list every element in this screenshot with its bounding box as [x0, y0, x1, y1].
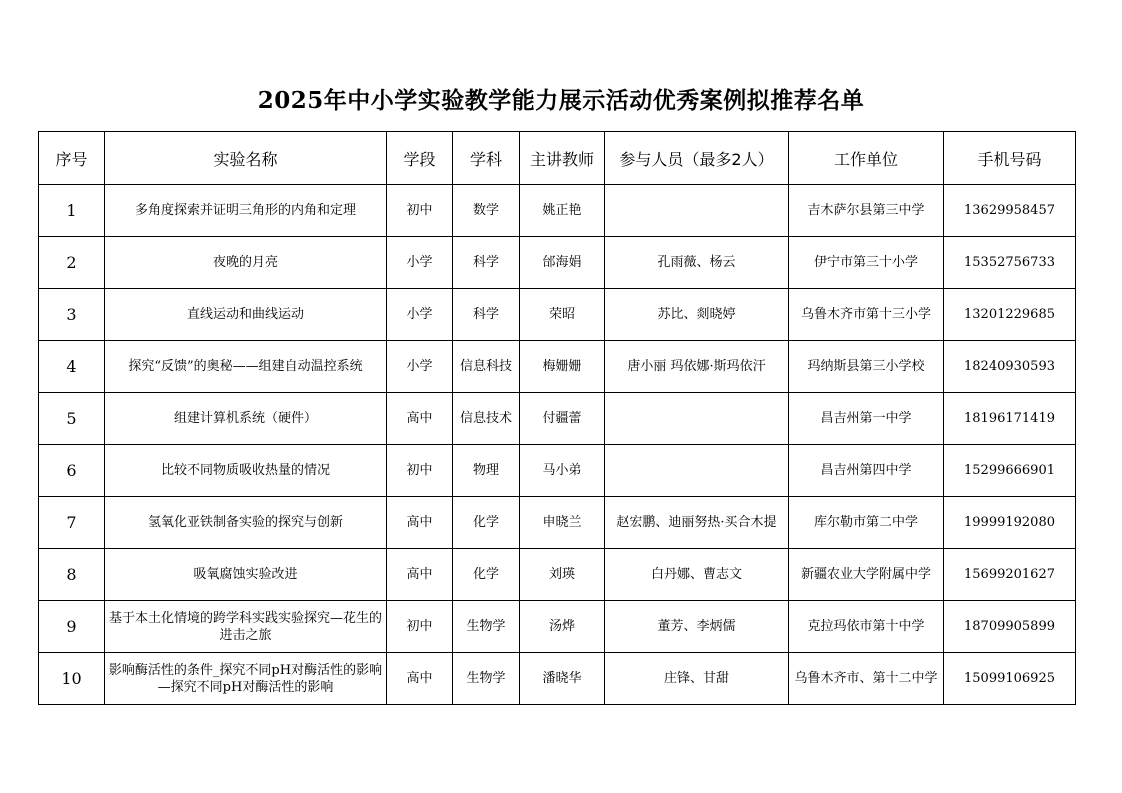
- cell-work-unit: 克拉玛依市第十中学: [789, 601, 944, 653]
- cell-school-level: 初中: [387, 445, 453, 497]
- cell-school-level: 初中: [387, 185, 453, 237]
- table-row: [39, 445, 1076, 497]
- page-title: 2025年中小学实验教学能力展示活动优秀案例拟推荐名单: [257, 87, 865, 114]
- cell-participants: 苏比、剡晓婷: [605, 289, 789, 341]
- cell-lead-teacher: 姚正艳: [520, 185, 605, 237]
- cell-index: 4: [39, 341, 105, 393]
- cell-phone: 13201229685: [944, 289, 1076, 341]
- cell-index: 7: [39, 497, 105, 549]
- cell-participants: 赵宏鹏、迪丽努热·买合木提: [605, 497, 789, 549]
- cell-school-level: 高中: [387, 497, 453, 549]
- cell-subject: 科学: [453, 237, 520, 289]
- cell-index: 8: [39, 549, 105, 601]
- cell-experiment-name: 组建计算机系统（硬件）: [105, 393, 387, 445]
- cell-lead-teacher: 汤烨: [520, 601, 605, 653]
- cell-work-unit: 玛纳斯县第三小学校: [789, 341, 944, 393]
- cell-lead-teacher: 马小弟: [520, 445, 605, 497]
- cell-index: 1: [39, 185, 105, 237]
- header-experiment-name: 实验名称: [105, 132, 387, 185]
- cell-phone: 19999192080: [944, 497, 1076, 549]
- cell-phone: 13629958457: [944, 185, 1076, 237]
- cell-phone: 15099106925: [944, 653, 1076, 705]
- table-row: [39, 341, 1076, 393]
- cell-work-unit: 昌吉州第一中学: [789, 393, 944, 445]
- cell-lead-teacher: 申晓兰: [520, 497, 605, 549]
- cell-work-unit: 吉木萨尔县第三中学: [789, 185, 944, 237]
- table-row: [39, 549, 1076, 601]
- cell-experiment-name: 直线运动和曲线运动: [105, 289, 387, 341]
- cell-phone: 18709905899: [944, 601, 1076, 653]
- cell-work-unit: 乌鲁木齐市第十三小学: [789, 289, 944, 341]
- table-row: [39, 497, 1076, 549]
- cell-experiment-name: 比较不同物质吸收热量的情况: [105, 445, 387, 497]
- header-subject: 学科: [453, 132, 520, 185]
- recommendation-table: [38, 131, 1076, 705]
- table-row: [39, 393, 1076, 445]
- cell-phone: 18240930593: [944, 341, 1076, 393]
- header-lead-teacher: 主讲教师: [520, 132, 605, 185]
- cell-school-level: 初中: [387, 601, 453, 653]
- cell-work-unit: 库尔勒市第二中学: [789, 497, 944, 549]
- table-row: [39, 653, 1076, 705]
- header-participants: 参与人员（最多2人）: [605, 132, 789, 185]
- cell-subject: 科学: [453, 289, 520, 341]
- cell-experiment-name: 影响酶活性的条件_探究不同pH对酶活性的影响 —探究不同pH对酶活性的影响: [105, 653, 387, 705]
- header-work-unit: 工作单位: [789, 132, 944, 185]
- cell-lead-teacher: 邰海娟: [520, 237, 605, 289]
- cell-index: 6: [39, 445, 105, 497]
- table-row: [39, 601, 1076, 653]
- cell-index: 9: [39, 601, 105, 653]
- cell-participants: [605, 393, 789, 445]
- table-row: [39, 237, 1076, 289]
- cell-work-unit: 新疆农业大学附属中学: [789, 549, 944, 601]
- cell-experiment-name: 吸氧腐蚀实验改进: [105, 549, 387, 601]
- table-body: [39, 185, 1076, 705]
- header-index: 序号: [39, 132, 105, 185]
- cell-work-unit: 伊宁市第三十小学: [789, 237, 944, 289]
- cell-subject: 生物学: [453, 653, 520, 705]
- cell-lead-teacher: 潘晓华: [520, 653, 605, 705]
- cell-school-level: 小学: [387, 289, 453, 341]
- cell-phone: 15299666901: [944, 445, 1076, 497]
- cell-lead-teacher: 梅姗姗: [520, 341, 605, 393]
- cell-experiment-name: 探究“反馈”的奥秘——组建自动温控系统: [105, 341, 387, 393]
- cell-lead-teacher: 刘瑛: [520, 549, 605, 601]
- cell-subject: 信息科技: [453, 341, 520, 393]
- cell-index: 2: [39, 237, 105, 289]
- cell-school-level: 小学: [387, 341, 453, 393]
- cell-phone: 18196171419: [944, 393, 1076, 445]
- cell-subject: 化学: [453, 549, 520, 601]
- cell-school-level: 小学: [387, 237, 453, 289]
- cell-experiment-name: 夜晚的月亮: [105, 237, 387, 289]
- cell-participants: 董芳、李炳儒: [605, 601, 789, 653]
- cell-school-level: 高中: [387, 549, 453, 601]
- cell-participants: 白丹娜、曹志文: [605, 549, 789, 601]
- table-header-row: [39, 132, 1076, 185]
- cell-participants: [605, 445, 789, 497]
- table-row: [39, 185, 1076, 237]
- cell-subject: 生物学: [453, 601, 520, 653]
- cell-index: 3: [39, 289, 105, 341]
- cell-phone: 15352756733: [944, 237, 1076, 289]
- cell-index: 10: [39, 653, 105, 705]
- cell-participants: 庄锋、甘甜: [605, 653, 789, 705]
- cell-work-unit: 乌鲁木齐市、第十二中学: [789, 653, 944, 705]
- table-row: [39, 289, 1076, 341]
- cell-school-level: 高中: [387, 393, 453, 445]
- cell-subject: 信息技术: [453, 393, 520, 445]
- cell-school-level: 高中: [387, 653, 453, 705]
- header-phone: 手机号码: [944, 132, 1076, 185]
- cell-lead-teacher: 荣昭: [520, 289, 605, 341]
- cell-participants: 孔雨薇、杨云: [605, 237, 789, 289]
- cell-index: 5: [39, 393, 105, 445]
- header-school-level: 学段: [387, 132, 453, 185]
- cell-subject: 数学: [453, 185, 520, 237]
- cell-experiment-name: 多角度探索并证明三角形的内角和定理: [105, 185, 387, 237]
- cell-experiment-name: 基于本土化情境的跨学科实践实验探究—花生的进击之旅: [105, 601, 387, 653]
- cell-work-unit: 昌吉州第四中学: [789, 445, 944, 497]
- cell-subject: 物理: [453, 445, 520, 497]
- cell-phone: 15699201627: [944, 549, 1076, 601]
- cell-experiment-name: 氢氧化亚铁制备实验的探究与创新: [105, 497, 387, 549]
- cell-participants: 唐小丽 玛依娜·斯玛依汗: [605, 341, 789, 393]
- cell-lead-teacher: 付疆蕾: [520, 393, 605, 445]
- cell-participants: [605, 185, 789, 237]
- cell-subject: 化学: [453, 497, 520, 549]
